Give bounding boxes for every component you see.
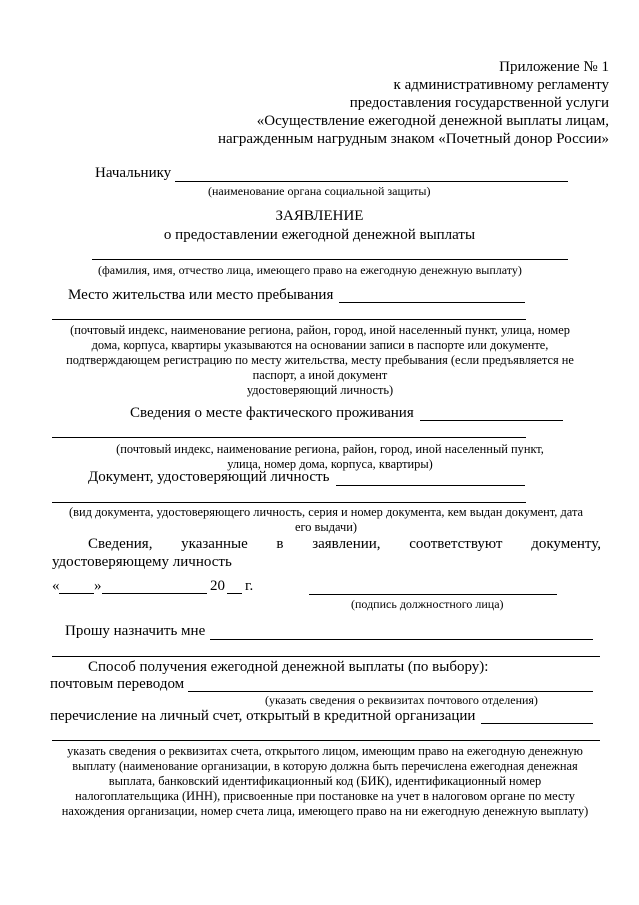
appendix-number: Приложение № 1 [499, 59, 609, 75]
addressee-hint: (наименование органа социальной защиты) [208, 184, 431, 198]
addressee-label: Начальнику [95, 165, 172, 181]
confirmation-text [52, 535, 601, 571]
appendix-header [218, 58, 609, 148]
id-document-field-line2[interactable] [52, 502, 526, 503]
addressee-field[interactable] [175, 181, 568, 182]
appendix-line: «Осуществление ежегодной денежной выплаты лицам, [256, 113, 609, 129]
payment-heading: Способ получения ежегодной денежной выплаты (по выбору): [88, 659, 489, 675]
actual-residence-label: Сведения о месте фактического проживания [130, 405, 414, 421]
residence-field-line2[interactable] [52, 319, 526, 320]
date-year-suffix: г. [245, 578, 254, 594]
signature-field[interactable] [309, 594, 557, 595]
request-field-line2[interactable] [52, 656, 600, 657]
actual-residence-hint: (почтовый индекс, наименование региона, район, город, иной населенный пункт, улица, номер дома, корпуса, квартиры) [116, 442, 544, 471]
bank-field[interactable] [481, 723, 593, 724]
appendix-line: предоставления государственной услуги [349, 95, 609, 111]
appendix-line: награжденным нагрудным знаком «Почетный донор России» [218, 131, 609, 147]
residence-field[interactable] [339, 302, 525, 303]
date-year-field[interactable] [227, 593, 242, 594]
document-subtitle: о предоставлении ежегодной денежной выплаты [163, 227, 476, 243]
bank-hint: указать сведения о реквизитах счета, открытого лицом, имеющим право на ежегодную денежную выплату (наименование организации, в которую должна быть перечислена ежегодная денежная выплата, банковский идентификационный код (БИК), идентификационный номер налогоплательщика (ИНН), присвоенные при постановке на учет в налоговом органе по месту нахождения организации, номер счета лица, имеющего право на ни ежегодную денежную выплату) [61, 744, 589, 818]
postal-field[interactable] [188, 691, 593, 692]
appendix-line: к административному регламенту [393, 77, 609, 93]
id-document-hint: (вид документа, удостоверяющего личность, серия и номер документа, кем выдан документ, дата его выдачи) [68, 505, 584, 534]
date-month-field[interactable] [102, 593, 207, 594]
residence-label: Место жительства или место пребывания [68, 287, 334, 303]
date-day-field[interactable] [59, 593, 94, 594]
actual-residence-field-line2[interactable] [52, 437, 526, 438]
residence-hint: (почтовый индекс, наименование региона, район, город, иной населенный пункт, улица, номер дома, корпуса, квартиры указываются на основании записи в паспорте или документе, подтверждающем регистрацию по месту жительства, месту пребывания (если предъявляется не паспорт, а иной документ удостоверяющий личность) [66, 323, 574, 397]
signature-hint: (подпись должностного лица) [351, 597, 504, 611]
actual-residence-field[interactable] [420, 420, 563, 421]
request-label: Прошу назначить мне [65, 623, 206, 639]
applicant-hint: (фамилия, имя, отчество лица, имеющего право на ежегодную денежную выплату) [98, 263, 522, 277]
document-title: ЗАЯВЛЕНИЕ [275, 208, 364, 224]
request-field[interactable] [210, 639, 593, 640]
id-document-label: Документ, удостоверяющий личность [88, 469, 330, 485]
id-document-field[interactable] [336, 485, 525, 486]
date-quote-open: « [52, 578, 60, 594]
applicant-name-field[interactable] [92, 259, 568, 260]
postal-label: почтовым переводом [50, 676, 185, 692]
date-year-prefix: 20 [210, 578, 225, 594]
postal-hint: (указать сведения о реквизитах почтового отделения) [265, 693, 538, 707]
date-quote-close: » [94, 578, 102, 594]
bank-label: перечисление на личный счет, открытый в кредитной организации [50, 708, 476, 724]
confirmation-line2: удостоверяющему личность [52, 554, 232, 570]
confirmation-line1: Сведения, указанные в заявлении, соответствуют документу, [88, 536, 601, 552]
bank-field-line2[interactable] [52, 740, 600, 741]
